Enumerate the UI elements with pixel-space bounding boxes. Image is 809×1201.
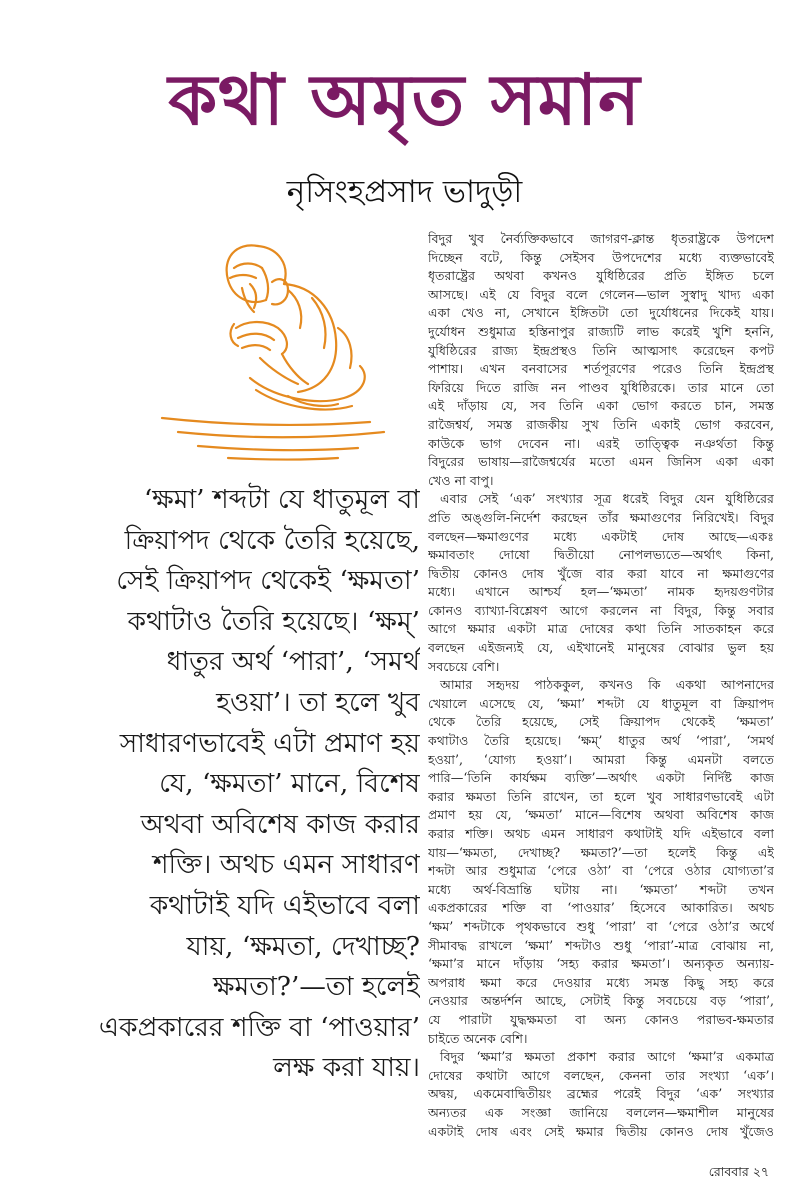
pull-quote-line: ধাতুর অর্থ ‘পারা’, ‘সমর্থ [166,646,420,678]
article-body [428,230,774,1141]
pull-quote [60,480,420,1089]
body-line: কাউকে ভাগ দেবেন না। এরই তাত্ত্বিক নঞর্থতা কিন্তু [428,435,774,451]
pull-quote-line: ‘ক্ষমা’ শব্দটা যে ধাতুমূল বা [143,484,420,515]
body-line: ‘ক্ষমা’র মানে দাঁড়ায় ‘সহ্য করার ক্ষমতা’। অন্যকৃত অন্যায়- [428,956,774,972]
body-line: হওয়া’, ‘যোগ্য হওয়া’। আমরা কিন্তু এমনটা বলতে [428,751,774,767]
pull-quote-line: ক্ষমতা?’—তা হলেই [213,971,420,1003]
body-line: দোষের কথাটা আগে বলছেন, কেননা তার সংখ্যা ‘এক’। [428,1067,774,1083]
body-line: অপরাধ ক্ষমা করে দেওয়ার মধ্যে সমস্ত কিছু সহ্য করে [428,974,774,990]
body-line: প্রমাণ হয় যে, ‘ক্ষমতা’ মানে—বিশেষ অথবা অবিশেষ কাজ [428,807,774,823]
meditating-figure-sketch-icon [138,228,408,468]
body-line: প্রতি অঙ্গুলি-নির্দেশ করছেন তাঁর ক্ষমাগুণের নিরিখেই। বিদুর [428,509,774,525]
body-line: সবচেয়ে বেশি। [428,658,500,674]
body-line: আমার সহৃদয় পাঠককুল, কখনও কি একথা আপনাদের [440,677,774,693]
pull-quote-line: কথাটাই যদি এইভাবে বলা [149,889,420,921]
body-line: একপ্রকারের শক্তি বা ‘পাওয়ার’ হিসেবে আকারিত। অথচ [428,900,774,916]
body-line: অন্যতর এক সংজ্ঞা জানিয়ে বললেন—ক্ষমাশীল মানুষের [428,1104,774,1120]
pull-quote-line: সাধারণভাবেই এটা প্রমাণ হয় [119,727,420,759]
body-line: ক্ষমাবতাং দোষো দ্বিতীয়ো নোপলভ্যতে—অর্থাৎ কিনা, [428,547,774,563]
body-line: আগে ক্ষমার একটা মাত্র দোষের কথা তিনি সাতকাহন করে [428,621,774,637]
body-line: বলছেন এইজন্যই যে, এইখানেই মানুষের বোঝার ভুল হয় [428,640,774,656]
body-line: শব্দটা আর শুধুমাত্র ‘পেরে ওঠা’ বা ‘পেরে ওঠার যোগ্যতা’র [428,863,774,879]
body-line: মধ্যে। এখানে আশ্চর্য হল—‘ক্ষমতা’ নামক হৃদয়গুণটার [428,584,774,600]
body-line: যে পারাটা যুদ্ধক্ষমতা বা অন্য কোনও পরাভব-ক্ষমতার [428,1011,774,1027]
body-line: আসছে। এই যে বিদুর বলে গেলেন—ভাল সুস্বাদু খাদ্য একা [428,286,774,302]
body-line: খেয়ালে এসেছে যে, ‘ক্ষমা’ শব্দটা যে ধাতুমূল বা ক্রিয়াপদ [428,695,774,711]
pull-quote-line: অথবা অবিশেষ কাজ করার [140,808,420,840]
pull-quote-line: সেই ক্রিয়াপদ থেকেই ‘ক্ষমতা’ [116,565,420,597]
body-line: থেকে তৈরি হয়েছে, সেই ক্রিয়াপদ থেকেই ‘ক্ষমতা’ [428,714,774,730]
pull-quote-line: একপ্রকারের শক্তি বা ‘পাওয়ার’ [98,1011,420,1043]
pull-quote-line: লক্ষ করা যায়। [273,1052,420,1084]
body-line: যুধিষ্ঠিরের রাজ্য ইন্দ্রপ্রস্থও তিনি আত্মসাৎ করেছেন কপট [428,342,774,358]
body-line: করার ক্ষমতা তিনি রাখেন, তা হলে খুব সাধারণভাবেই এটা [428,788,774,804]
body-line: খেও না বাপু। [428,472,494,488]
body-line: পারি—‘তিনি কার্যক্ষম ব্যক্তি’—অর্থাৎ একটা নির্দিষ্ট কাজ [428,770,774,786]
body-line: করার শক্তি। অথচ এমন সাধারণ কথাটাই যদি এইভাবে বলা [428,826,774,841]
body-line: পাশায়। এখন বনবাসের শর্তপূরণের পরেও তিনি ইন্দ্রপ্রস্থ [428,361,774,377]
body-line: বলছেন—ক্ষমাগুণের মধ্যে একটাই দোষ আছে—একঃ [428,528,774,544]
body-line: এবার সেই ‘এক’ সংখ্যার সূত্র ধরেই বিদুর যেন যুধিষ্ঠিরের [440,491,774,507]
body-line: মধ্যে অর্থ-বিভ্রান্তি ঘটায় না। ‘ক্ষমতা’ শব্দটা তখন [428,881,774,897]
body-line: এই দাঁড়ায় যে, সব তিনি একা ভোগ করতে চান, সমস্ত [428,398,774,414]
article-title: কথা অমৃত সমান [168,58,641,141]
body-line: বিদুরের ভাষায়—রাজৈশ্বর্যের মতো এমন জিনিস একা একা [428,454,774,470]
body-line: দ্বিতীয় কোনও দোষ খুঁজে বার করা যাবে না ক্ষমাগুণের [428,565,774,581]
author-byline: নৃসিংহপ্রসাদ ভাদুড়ী [286,174,523,210]
body-line: সীমাবদ্ধ রাখলে ‘ক্ষমা’ শব্দটাও শুধু ‘পারা’-মাত্র বোঝায় না, [428,937,774,953]
pull-quote-line: কথাটাও তৈরি হয়েছে। ‘ক্ষম্‌’ [127,605,420,637]
body-line: কোনও ব্যাখ্যা-বিশ্লেষণ আগে করলেন না বিদুর, কিন্তু সবার [428,602,774,618]
page-folio: রোববার ২৭ [708,1164,769,1179]
body-line: অদ্বয়, একমেবাদ্বিতীয়ং ব্রহ্মের পরেই বিদুর ‘এক’ সংখ্যার [428,1086,774,1102]
body-line: দুর্যোধন শুধুমাত্র হস্তিনাপুর রাজ্যটি লাভ করেই খুশি হননি, [428,323,774,339]
body-line: একটাই দোষ এবং সেই ক্ষমার দ্বিতীয় কোনও দোষ খুঁজেও [428,1123,774,1139]
pull-quote-line: হওয়া’। তা হলে খুব [216,686,420,718]
body-line: দিচ্ছেন বটে, কিন্তু সেইসব উপদেশের মধ্যে ব্যক্তভাবেই [428,249,774,265]
pull-quote-line: শক্তি। অথচ এমন সাধারণ [152,849,420,881]
body-line: বিদুর খুব নৈর্ব্যক্তিকভাবে জাগরণ-ক্লান্ত ধৃতরাষ্ট্রকে উপদেশ [428,231,774,246]
body-line: একা খেও না, সেখানে ইঙ্গিতটা তো দুর্যোধনের দিকেই যায়। [428,305,774,321]
body-line: যায়—‘ক্ষমতা, দেখাচ্ছ? ক্ষমতা?’—তা হলেই কিন্তু এই [428,844,774,860]
body-line: ধৃতরাষ্ট্রের অথবা কখনও যুধিষ্ঠিরের প্রতি ইঙ্গিত চলে [428,268,774,284]
pull-quote-line: যায়, ‘ক্ষমতা, দেখাচ্ছ? [186,930,420,962]
pull-quote-line: যে, ‘ক্ষমতা’ মানে, বিশেষ [159,768,420,800]
body-line: রাজৈশ্বর্য, সমস্ত রাজকীয় সুখ তিনি একাই ভোগ করবেন, [428,416,774,432]
pull-quote-line: ক্রিয়াপদ থেকে তৈরি হয়েছে, [124,524,420,556]
body-line: ‘ক্ষম’ শব্দটাকে পৃথকভাবে শুধু ‘পারা’ বা ‘পেরে ওঠা’র অর্থে [428,918,774,934]
body-line: নেওয়ার অন্তর্দর্শন আছে, সেটাই কিন্তু সবচেয়ে বড় ‘পারা’, [428,993,774,1009]
body-line: বিদুর ‘ক্ষমা’র ক্ষমতা প্রকাশ করার আগে ‘ক্ষমা’র একমাত্র [440,1049,774,1065]
body-line: চাইতে অনেক বেশি। [428,1030,528,1046]
body-line: কথাটাও তৈরি হয়েছে। ‘ক্ষম্‌’ ধাতুর অর্থ ‘পারা’, ‘সমর্থ [428,733,774,749]
body-line: ফিরিয়ে দিতে রাজি নন পাণ্ডব যুধিষ্ঠিরকে। তার মানে তো [428,379,774,395]
